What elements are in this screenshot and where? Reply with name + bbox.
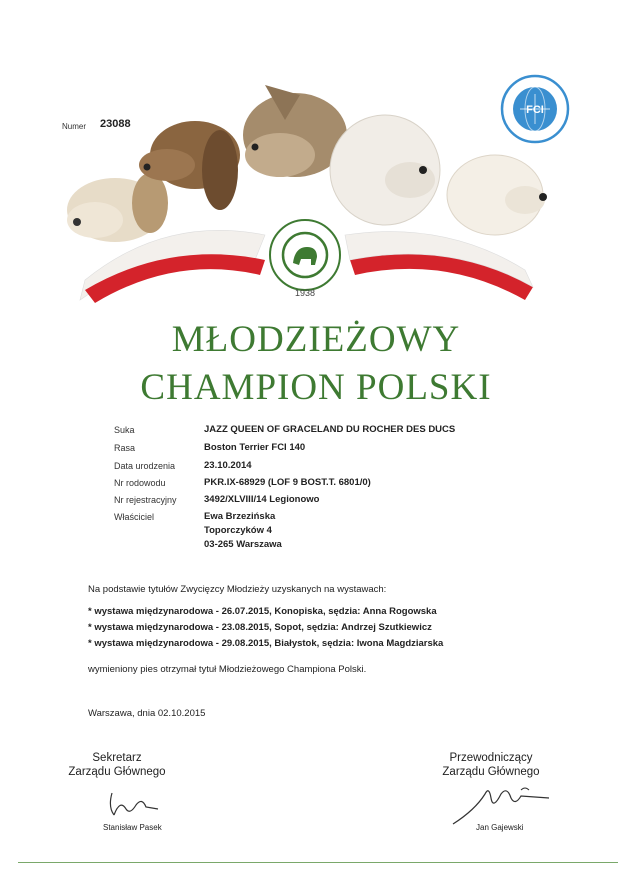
certificate-title-line2: CHAMPION POLSKI xyxy=(140,367,492,408)
field-label-breed: Rasa xyxy=(114,443,136,453)
field-value-owner-street: Toporczyków 4 xyxy=(204,525,272,536)
show-entry-1: * wystawa międzynarodowa - 26.07.2015, Konopiska, sędzia: Anna Rogowska xyxy=(88,606,437,617)
right-signatory-name: Jan Gajewski xyxy=(476,823,524,832)
body-intro: Na podstawie tytułów Zwycięzcy Młodzieży uzyskanych na wystawach: xyxy=(88,584,387,595)
dog-white-shepherd xyxy=(447,155,547,235)
field-label-birth-date: Data urodzenia xyxy=(114,461,176,471)
field-label-pedigree: Nr rodowodu xyxy=(114,478,166,488)
left-signatory-role-1: Sekretarz xyxy=(92,752,142,764)
field-value-owner-city: 03-265 Warszawa xyxy=(204,539,282,550)
certificate-title-line1: MŁODZIEŻOWY xyxy=(171,319,461,360)
dog-left-hound xyxy=(67,173,168,242)
dog-sheepdog xyxy=(330,115,440,225)
field-value-dog-name: JAZZ QUEEN OF GRACELAND DU ROCHER DES DUCS xyxy=(204,424,456,435)
certificate-number-label: Numer xyxy=(62,122,87,131)
fci-text: FCI xyxy=(526,104,544,116)
show-entry-2: * wystawa międzynarodowa - 23.08.2015, Sopot, sędzia: Andrzej Szutkiewicz xyxy=(88,622,432,633)
fci-seal xyxy=(500,74,570,144)
field-value-pedigree: PKR.IX-68929 (LOF 9 BOST.T. 6801/0) xyxy=(204,477,371,488)
body-outro: wymieniony pies otrzymał tytuł Młodzieżowego Championa Polski. xyxy=(88,664,367,675)
field-value-registration: 3492/XLVIII/14 Legionowo xyxy=(204,494,320,505)
show-entry-3: * wystawa międzynarodowa - 29.08.2015, Białystok, sędzia: Iwona Magdziarska xyxy=(88,638,444,649)
place-date: Warszawa, dnia 02.10.2015 xyxy=(88,708,206,719)
left-signatory-role-2: Zarządu Głównego xyxy=(68,766,166,778)
field-label-registration: Nr rejestracyjny xyxy=(114,495,177,505)
field-value-birth-date: 23.10.2014 xyxy=(204,460,252,471)
zkwp-logo xyxy=(267,217,343,293)
field-label-owner: Właściciel xyxy=(114,512,155,522)
field-value-breed: Boston Terrier FCI 140 xyxy=(204,442,306,453)
left-signature-mark xyxy=(98,785,168,823)
field-value-owner-name: Ewa Brzezińska xyxy=(204,511,276,522)
logo-year: 1938 xyxy=(294,288,316,298)
certificate-number: 23088 xyxy=(100,118,131,130)
header-illustration xyxy=(55,75,555,305)
bottom-border xyxy=(18,862,618,863)
right-signatory-role-2: Zarządu Głównego xyxy=(442,766,540,778)
field-label-sex: Suka xyxy=(114,425,135,435)
right-signatory-role-1: Przewodniczący xyxy=(449,752,533,764)
left-signatory-name: Stanisław Pasek xyxy=(103,823,162,832)
